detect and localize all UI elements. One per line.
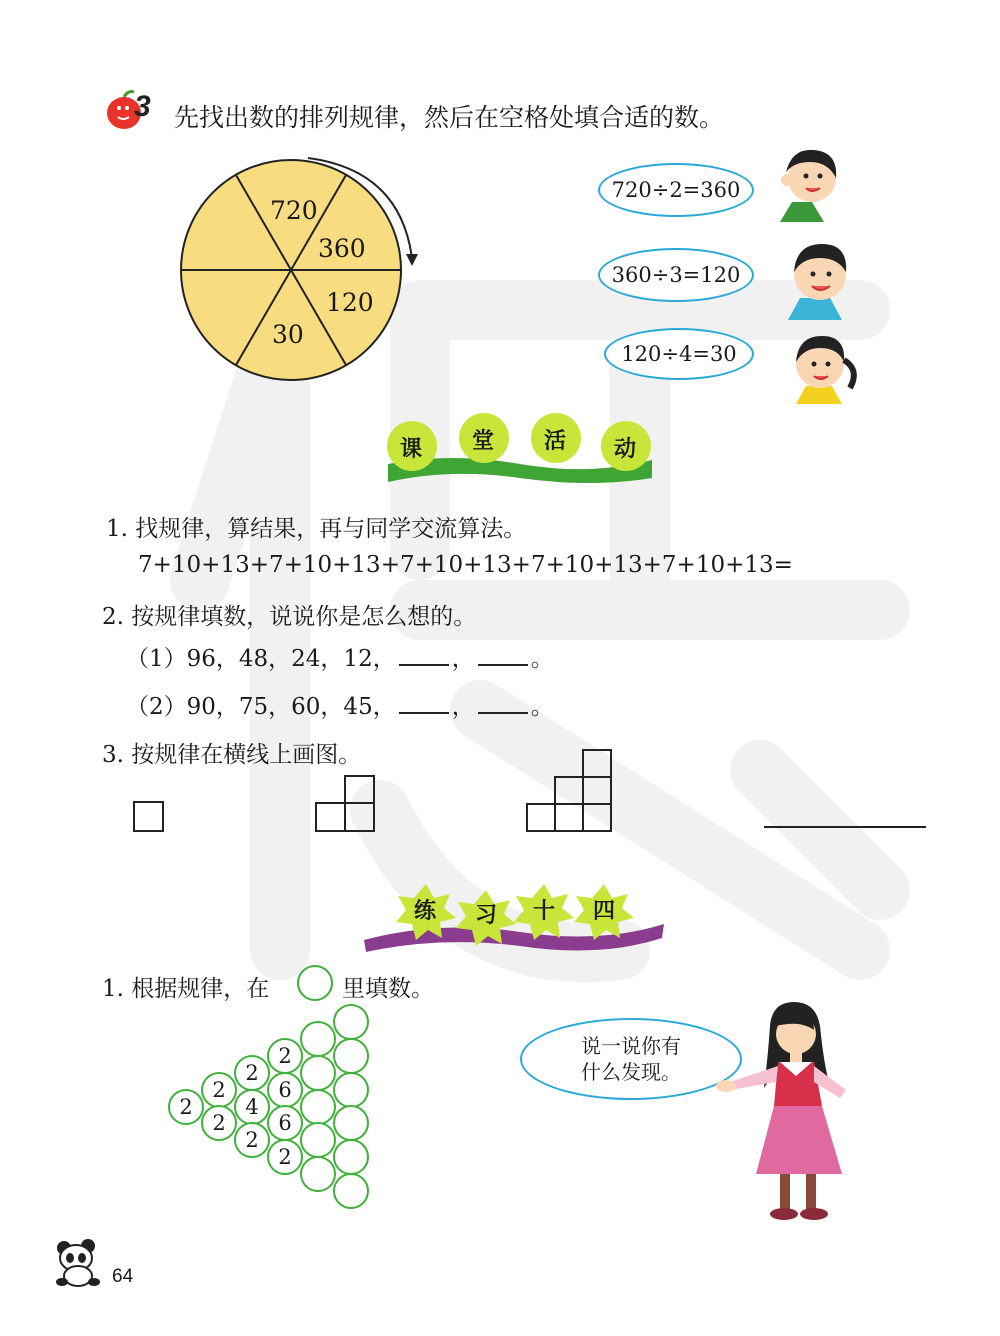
square-pattern-1 bbox=[132, 800, 166, 834]
wheel-number-120: 120 bbox=[326, 288, 374, 317]
banner-char-2: 堂 bbox=[472, 428, 495, 454]
problem-3-badge bbox=[104, 88, 164, 134]
teacher-character bbox=[710, 996, 880, 1228]
triangle-number: 6 bbox=[278, 1078, 292, 1102]
wheel-number-30: 30 bbox=[272, 320, 304, 349]
answer-blank[interactable] bbox=[478, 646, 528, 666]
drawing-answer-line[interactable] bbox=[764, 826, 926, 828]
problem-number: 3 bbox=[134, 90, 151, 123]
speech-line-1: 说一说你有 bbox=[581, 1034, 681, 1058]
triangle-number: 2 bbox=[245, 1061, 259, 1085]
triangle-number: 2 bbox=[245, 1128, 259, 1152]
speech-bubble-3: 120÷4=30 bbox=[604, 328, 754, 380]
teacher-speech-bubble bbox=[520, 1018, 742, 1100]
triangle-number: 6 bbox=[278, 1111, 292, 1135]
wheel-number-720: 720 bbox=[270, 196, 318, 225]
exercise-banner-char-1: 练 bbox=[414, 898, 437, 924]
banner-char-3: 活 bbox=[544, 428, 567, 454]
exercise-banner-char-2: 习 bbox=[475, 902, 498, 928]
speech-line-2: 什么发现。 bbox=[581, 1060, 681, 1084]
boy-character-1 bbox=[752, 138, 852, 224]
boy-character-2 bbox=[780, 232, 860, 322]
triangle-number: 4 bbox=[245, 1095, 259, 1119]
square-pattern-3 bbox=[524, 748, 616, 834]
activity-q2-b: （2）90，75，60，45， ， 。 bbox=[126, 694, 554, 720]
wheel-number-360: 360 bbox=[318, 234, 366, 263]
exercise-banner-char-4: 四 bbox=[593, 898, 616, 924]
problem-3-instruction: 先找出数的排列规律，然后在空格处填合适的数。 bbox=[174, 103, 725, 132]
speech-bubble-2: 360÷3=120 bbox=[598, 248, 754, 302]
answer-blank[interactable] bbox=[478, 694, 528, 714]
exercise-banner-char-3: 十 bbox=[533, 898, 556, 924]
activity-q2-a: （1）96，48，24，12， ， 。 bbox=[126, 646, 554, 672]
triangle-number: 2 bbox=[212, 1078, 226, 1102]
activity-q1-expression: 7+10+13+7+10+13+7+10+13+7+10+13+7+10+13= bbox=[138, 552, 793, 578]
speech-bubble-1: 720÷2=360 bbox=[598, 163, 754, 217]
activity-q1-label: 1. 找规律，算结果，再与同学交流算法。 bbox=[106, 516, 527, 542]
triangle-number: 2 bbox=[278, 1145, 292, 1169]
banner-char-1: 课 bbox=[400, 436, 423, 462]
panda-icon bbox=[52, 1238, 106, 1288]
exercise-banner bbox=[360, 876, 670, 954]
exercise-q1-prefix: 1. 根据规律，在 bbox=[102, 976, 270, 1002]
answer-blank[interactable] bbox=[399, 694, 449, 714]
answer-blank[interactable] bbox=[399, 646, 449, 666]
triangle-number: 2 bbox=[278, 1044, 292, 1068]
triangle-number: 2 bbox=[212, 1111, 226, 1135]
banner-char-4: 动 bbox=[614, 436, 637, 462]
page-number: 64 bbox=[112, 1266, 134, 1287]
activity-q2-label: 2. 按规律填数，说说你是怎么想的。 bbox=[102, 604, 477, 630]
exercise-q1-suffix: 里填数。 bbox=[342, 976, 434, 1002]
activity-q3-label: 3. 按规律在横线上画图。 bbox=[102, 742, 362, 768]
number-wheel bbox=[170, 150, 430, 400]
girl-character-1 bbox=[786, 326, 866, 406]
triangle-number: 2 bbox=[179, 1095, 193, 1119]
square-pattern-2 bbox=[314, 774, 378, 834]
